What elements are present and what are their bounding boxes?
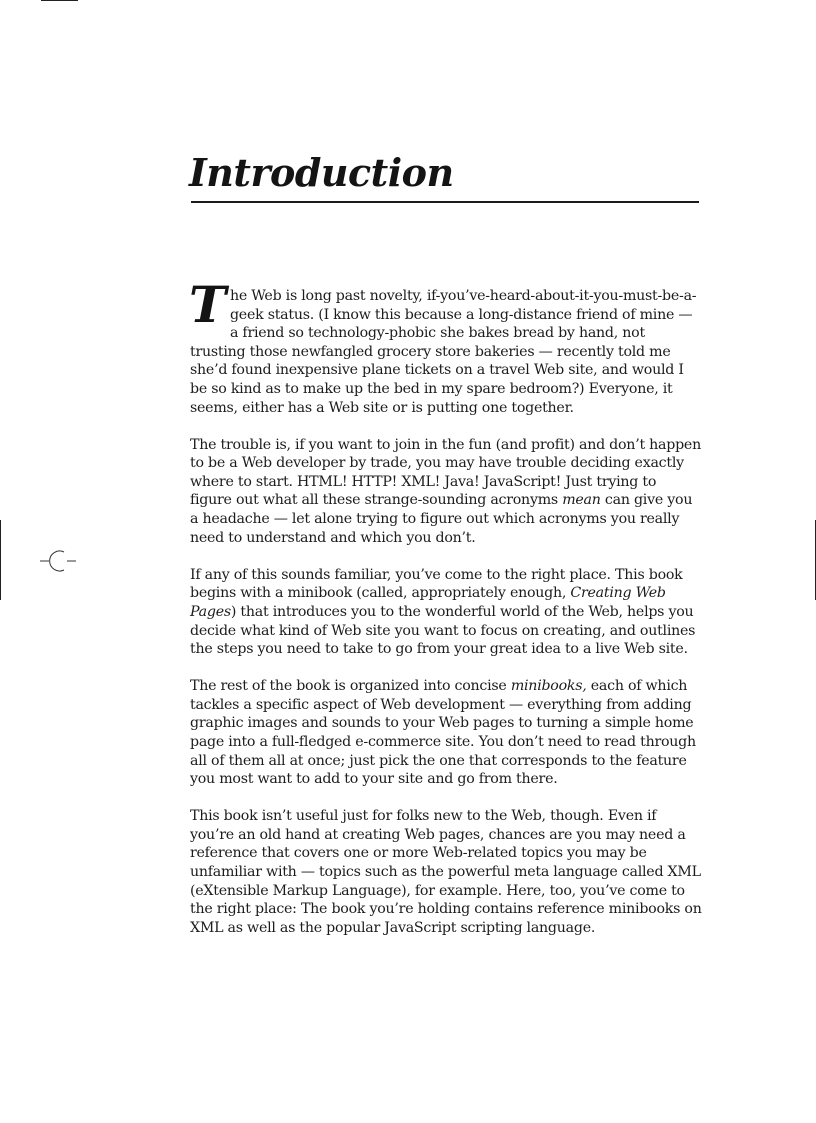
page-edge-mark-left — [0, 520, 1, 600]
paragraph-3 — [190, 566, 702, 659]
paragraph-4-text-after: each of which tackles a specific aspect of Web development — everything from adding graphic images and sounds to your Web pages to turning a simple home page into a full-fledged e-commerce site. You don’t need to read through all of them all at once; just pick the one that corresponds to the feature you most want to add to your site and go from there. — [190, 678, 696, 788]
paragraph-2 — [190, 436, 702, 548]
registration-mark-icon — [38, 548, 78, 574]
crop-mark-top — [41, 0, 78, 1]
paragraph-1-text: he Web is long past novelty, if-you’ve-heard-about-it-you-must-be-a-geek status. (I know this because a long-distance friend of mine — a friend so technology-phobic she bakes bread by hand, not trusting those newfangled grocery store bakeries — recently told me she’d found inexpensive plane tickets on a travel Web site, and would I be so kind as to make up the bed in my spare bedroom?) Everyone, it seems, either has a Web site or is putting one together. — [190, 288, 697, 416]
paragraph-4-text-before: The rest of the book is organized into concise — [190, 678, 511, 695]
paragraph-1 — [189, 275, 702, 417]
paragraph-3-emphasis: Creating Web Pages — [190, 585, 666, 620]
drop-cap: T — [189, 275, 226, 334]
body-text — [189, 275, 702, 956]
paragraph-2-text-after: can give you a headache — let alone trying to figure out which acronyms you really need to understand and which you don’t. — [190, 492, 693, 546]
paragraph-3-text-before: If any of this sounds familiar, you’ve come to the right place. This book begins with a minibook (called, appropriately enough, — [190, 566, 683, 602]
paragraph-2-text-before: The trouble is, if you want to join in the fun (and profit) and don’t happen to be a Web developer by trade, you may have trouble deciding exactly where to start. HTML! HTTP! XML! Java! JavaScript! Just trying to figure out what all these strange-sounding acronyms — [190, 436, 701, 509]
paragraph-4-emphasis: minibooks, — [510, 678, 587, 695]
paragraph-4 — [190, 677, 702, 789]
paragraph-5 — [190, 807, 702, 937]
paragraph-2-emphasis: mean — [562, 492, 601, 509]
chapter-title: Introduction — [189, 150, 454, 195]
paragraph-3-text-after: ) that introduces you to the wonderful world of the Web, helps you decide what kind of Web site you want to focus on creating, and outlines the steps you need to take to go from your great idea to a live Web site. — [190, 603, 696, 658]
paragraph-5-text: This book isn’t useful just for folks new to the Web, though. Even if you’re an old hand at creating Web pages, chances are you may need a reference that covers one or more Web-related topics you may be unfamiliar with — topics such as the powerful meta language called XML (eXtensible Markup Language), for example. Here, too, you’ve come to the right place: The book you’re holding contains reference minibooks on XML as well as the popular JavaScript scripting language. — [190, 808, 702, 936]
title-rule — [191, 201, 699, 203]
